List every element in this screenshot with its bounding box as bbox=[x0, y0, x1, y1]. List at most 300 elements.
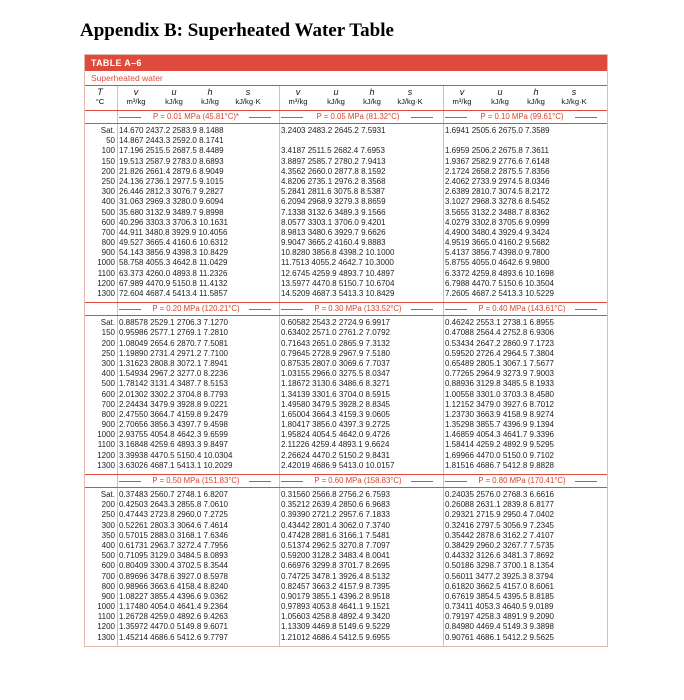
header-h-block-3 bbox=[519, 88, 553, 106]
superheated-water-table bbox=[84, 54, 608, 647]
header-s-block-2 bbox=[391, 88, 429, 106]
property-values-cell: 3.5655 3132.2 3488.7 8.8362 bbox=[445, 207, 550, 217]
property-values-cell: 1.54934 2967.2 3277.0 8.2236 bbox=[119, 369, 228, 379]
temperature-cell: 400 bbox=[101, 369, 115, 379]
table-row bbox=[85, 531, 607, 541]
property-values-cell: 0.67619 3854.5 4395.5 8.8185 bbox=[445, 591, 554, 601]
table-row bbox=[85, 349, 607, 359]
table-row bbox=[85, 258, 607, 268]
table-row bbox=[85, 551, 607, 561]
pressure-section bbox=[85, 111, 607, 303]
property-values-cell: 0.84980 4469.4 5149.3 9.3898 bbox=[445, 622, 554, 632]
table-row bbox=[85, 136, 607, 146]
temperature-cell: 700 bbox=[101, 227, 115, 237]
header-h-symbol: h bbox=[369, 87, 375, 97]
table-row bbox=[85, 500, 607, 510]
header-u-unit: kJ/kg bbox=[165, 97, 183, 106]
temperature-cell: 1300 bbox=[97, 632, 115, 642]
table-row bbox=[85, 410, 607, 420]
property-values-cell: 1.23730 3663.9 4158.9 8.9274 bbox=[445, 409, 554, 419]
property-values-cell: 14.867 2443.3 2592.0 8.1741 bbox=[119, 136, 224, 146]
header-s-unit: kJ/kg·K bbox=[561, 97, 587, 106]
table-row bbox=[85, 328, 607, 338]
header-h-block-2 bbox=[355, 88, 389, 106]
table-body bbox=[85, 111, 607, 646]
property-values-cell: 0.90179 3855.1 4396.2 8.9518 bbox=[281, 591, 390, 601]
property-values-cell: 2.6389 2810.7 3074.5 8.2172 bbox=[445, 187, 550, 197]
temperature-cell: Sat. bbox=[100, 126, 115, 135]
property-values-cell: 0.53434 2647.2 2860.9 7.1723 bbox=[445, 338, 554, 348]
property-values-cell: 0.56011 3477.2 3925.3 8.3794 bbox=[445, 571, 554, 581]
property-values-cell: 4.4900 3480.4 3929.4 9.3424 bbox=[445, 227, 550, 237]
column-divider bbox=[117, 475, 118, 487]
property-values-cell: 0.52261 2803.3 3064.6 7.4614 bbox=[119, 520, 228, 530]
column-divider bbox=[279, 303, 280, 315]
property-values-cell: 1.21012 4686.4 5412.5 9.6955 bbox=[281, 632, 390, 642]
property-values-cell: 72.604 4687.4 5413.4 11.5857 bbox=[119, 289, 228, 298]
table-row bbox=[85, 440, 607, 450]
property-values-cell: 0.80409 3300.4 3702.5 8.3544 bbox=[119, 561, 228, 571]
pressure-section bbox=[85, 475, 607, 646]
header-v-block-1 bbox=[117, 88, 155, 106]
temperature-cell: 1200 bbox=[97, 278, 115, 288]
table-row bbox=[85, 521, 607, 531]
column-header-row bbox=[85, 86, 607, 111]
property-values-cell: 0.73411 4053.3 4640.5 9.0189 bbox=[445, 602, 554, 612]
temperature-cell: 200 bbox=[101, 338, 115, 348]
property-values-cell: 0.26088 2631.1 2839.8 6.8177 bbox=[445, 500, 554, 510]
pressure-header-row bbox=[85, 475, 607, 488]
table-row bbox=[85, 248, 607, 258]
property-values-cell: 0.59200 3128.2 3483.4 8.0041 bbox=[281, 551, 390, 561]
header-h-unit: kJ/kg bbox=[201, 97, 219, 106]
property-values-cell: 7.1338 3132.6 3489.3 9.1566 bbox=[281, 207, 386, 217]
property-values-cell: 0.24035 2576.0 2768.3 6.6616 bbox=[445, 490, 554, 499]
column-divider bbox=[117, 124, 118, 302]
header-h-block-1 bbox=[193, 88, 227, 106]
property-values-cell: 0.77265 2964.9 3273.9 7.9003 bbox=[445, 369, 554, 379]
pressure-label: P = 0.50 MPa (151.83°C) bbox=[152, 476, 240, 485]
property-values-cell: 0.46242 2553.1 2738.1 6.8955 bbox=[445, 318, 554, 328]
temperature-cell: 250 bbox=[101, 176, 115, 186]
header-v-unit: m³/kg bbox=[126, 97, 146, 106]
temperature-cell: 1100 bbox=[97, 612, 115, 622]
temperature-cell: 800 bbox=[101, 581, 115, 591]
property-values-cell: 0.79197 4258.3 4891.9 9.2090 bbox=[445, 612, 554, 622]
property-values-cell: 24.136 2736.1 2977.5 9.1015 bbox=[119, 176, 224, 186]
property-values-cell: 5.4137 3856.7 4398.0 9.7800 bbox=[445, 248, 550, 258]
pressure-label: P = 0.80 MPa (170.41°C) bbox=[478, 476, 566, 485]
table-row bbox=[85, 279, 607, 289]
temperature-cell: 800 bbox=[101, 409, 115, 419]
column-divider bbox=[117, 86, 118, 110]
table-row bbox=[85, 318, 607, 328]
temperature-cell: 600 bbox=[101, 389, 115, 399]
temperature-cell: 300 bbox=[101, 520, 115, 530]
temperature-cell: 400 bbox=[101, 197, 115, 207]
table-row bbox=[85, 289, 607, 299]
table-row bbox=[85, 572, 607, 582]
property-values-cell: 0.47088 2564.4 2752.8 6.9306 bbox=[445, 328, 554, 338]
property-values-cell: 1.95824 4054.5 4642.0 9.4726 bbox=[281, 430, 390, 440]
column-divider bbox=[279, 488, 280, 646]
table-row bbox=[85, 510, 607, 520]
property-values-cell: 0.98966 3663.6 4158.4 8.8240 bbox=[119, 581, 228, 591]
property-values-cell: 3.1027 2968.3 3278.6 8.5452 bbox=[445, 197, 550, 207]
temperature-cell: 600 bbox=[101, 561, 115, 571]
header-u-symbol: u bbox=[497, 87, 503, 97]
table-row bbox=[85, 167, 607, 177]
temperature-cell: 300 bbox=[101, 358, 115, 368]
table-row bbox=[85, 197, 607, 207]
property-values-cell: 2.11226 4259.4 4893.1 9.6624 bbox=[281, 440, 390, 450]
property-values-cell: 0.71643 2651.0 2865.9 7.3132 bbox=[281, 338, 390, 348]
temperature-cell: 900 bbox=[101, 420, 115, 430]
property-values-cell: 63.373 4260.0 4893.8 11.2326 bbox=[119, 268, 228, 278]
property-values-cell: 0.66976 3299.8 3701.7 8.2695 bbox=[281, 561, 390, 571]
property-values-cell: 2.70656 3856.3 4397.7 9.4598 bbox=[119, 420, 228, 430]
temperature-cell: 700 bbox=[101, 571, 115, 581]
header-h-symbol: h bbox=[533, 87, 539, 97]
property-values-cell: 31.063 2969.3 3280.0 9.6094 bbox=[119, 197, 224, 207]
property-values-cell: 0.50186 3298.7 3700.1 8.1354 bbox=[445, 561, 554, 571]
column-divider bbox=[279, 86, 280, 110]
table-row bbox=[85, 228, 607, 238]
property-values-cell: 1.46859 4054.3 4641.7 9.3396 bbox=[445, 430, 554, 440]
property-values-cell: 1.65004 3664.3 4159.3 9.0605 bbox=[281, 409, 390, 419]
property-values-cell: 0.59520 2726.4 2964.5 7.3804 bbox=[445, 348, 554, 358]
temperature-cell: 1000 bbox=[97, 430, 115, 440]
property-values-cell: 1.49580 3479.5 3928.2 8.8345 bbox=[281, 399, 390, 409]
temperature-cell: 900 bbox=[101, 248, 115, 258]
table-row bbox=[85, 157, 607, 167]
property-values-cell: 1.78142 3131.4 3487.7 8.5153 bbox=[119, 379, 228, 389]
property-values-cell: 0.35212 2639.4 2850.6 6.9683 bbox=[281, 500, 390, 510]
property-values-cell: 1.08049 2654.6 2870.7 7.5081 bbox=[119, 338, 228, 348]
property-values-cell: 9.9047 3665.2 4160.4 9.8883 bbox=[281, 238, 386, 248]
property-values-cell: 1.08227 3855.4 4396.6 9.0362 bbox=[119, 591, 228, 601]
property-values-cell: 0.60582 2543.2 2724.9 6.9917 bbox=[281, 318, 390, 328]
header-v-unit: m³/kg bbox=[452, 97, 472, 106]
property-values-cell: 54.143 3856.9 4398.3 10.8429 bbox=[119, 248, 228, 258]
temperature-cell: 600 bbox=[101, 217, 115, 227]
temperature-cell: 200 bbox=[101, 500, 115, 510]
property-values-cell: 2.01302 3302.2 3704.8 8.7793 bbox=[119, 389, 228, 399]
property-values-cell: 12.6745 4259.9 4893.7 10.4897 bbox=[281, 268, 395, 278]
property-values-cell: 0.42503 2643.3 2855.8 7.0610 bbox=[119, 500, 228, 510]
temperature-cell: 100 bbox=[101, 146, 115, 156]
property-values-cell: 14.5209 4687.3 5413.3 10.8429 bbox=[281, 289, 395, 298]
property-values-cell: 2.4062 2733.9 2974.5 8.0346 bbox=[445, 176, 550, 186]
property-values-cell: 0.88936 3129.8 3485.5 8.1933 bbox=[445, 379, 554, 389]
property-values-cell: 0.43442 2801.4 3062.0 7.3740 bbox=[281, 520, 390, 530]
table-row bbox=[85, 622, 607, 632]
property-values-cell: 8.0577 3303.1 3706.0 9.4201 bbox=[281, 217, 386, 227]
table-row bbox=[85, 238, 607, 248]
table-row bbox=[85, 177, 607, 187]
temperature-cell: 1100 bbox=[97, 440, 115, 450]
table-row bbox=[85, 379, 607, 389]
property-values-cell: 5.2841 2811.6 3075.8 8.5387 bbox=[281, 187, 385, 197]
header-u-block-2 bbox=[319, 88, 353, 106]
page-title: Appendix B: Superheated Water Table bbox=[80, 20, 394, 41]
property-values-cell: 40.296 3303.3 3706.3 10.1631 bbox=[119, 217, 228, 227]
pressure-header-row bbox=[85, 111, 607, 124]
property-values-cell: 2.1724 2658.2 2875.5 7.8356 bbox=[445, 166, 550, 176]
property-values-cell: 44.911 3480.8 3929.9 10.4056 bbox=[119, 227, 228, 237]
header-u-unit: kJ/kg bbox=[327, 97, 345, 106]
pressure-label: P = 0.60 MPa (158.83°C) bbox=[314, 476, 402, 485]
header-u-block-3 bbox=[483, 88, 517, 106]
pressure-label: P = 0.40 MPa (143.61°C) bbox=[478, 304, 566, 314]
property-values-cell: 0.63402 2571.0 2761.2 7.0792 bbox=[281, 328, 390, 338]
table-row bbox=[85, 218, 607, 228]
property-values-cell: 4.9519 3665.0 4160.2 9.5682 bbox=[445, 238, 550, 248]
header-h-unit: kJ/kg bbox=[363, 97, 381, 106]
header-s-symbol: s bbox=[245, 87, 251, 97]
property-values-cell: 58.758 4055.3 4642.8 11.0429 bbox=[119, 258, 228, 268]
header-v-block-3 bbox=[443, 88, 481, 106]
property-values-cell: 0.44332 3126.6 3481.3 7.8692 bbox=[445, 551, 554, 561]
property-values-cell: 10.8280 3856.8 4398.2 10.1000 bbox=[281, 248, 395, 258]
property-values-cell: 0.71095 3129.0 3484.5 8.0893 bbox=[119, 551, 228, 561]
temperature-cell: 350 bbox=[101, 530, 115, 540]
property-values-cell: 1.18672 3130.6 3486.6 8.3271 bbox=[281, 379, 390, 389]
property-values-cell: 14.670 2437.2 2583.9 8.1488 bbox=[119, 126, 224, 135]
property-values-cell: 0.89696 3478.6 3927.0 8.5978 bbox=[119, 571, 228, 581]
pressure-label: P = 0.30 MPa (133.52°C) bbox=[314, 304, 402, 314]
property-values-cell: 21.826 2661.4 2879.6 8.9049 bbox=[119, 166, 224, 176]
property-values-cell: 1.03155 2966.0 3275.5 8.0347 bbox=[281, 369, 390, 379]
property-values-cell: 0.88578 2529.1 2706.3 7.1270 bbox=[119, 318, 228, 328]
property-values-cell: 19.513 2587.9 2783.0 8.6893 bbox=[119, 156, 224, 166]
table-row bbox=[85, 187, 607, 197]
header-h-symbol: h bbox=[207, 87, 213, 97]
property-values-cell: 3.8897 2585.7 2780.2 7.9413 bbox=[281, 156, 386, 166]
property-values-cell: 1.35972 4470.0 5149.8 9.6071 bbox=[119, 622, 228, 632]
property-values-cell: 0.61731 2963.7 3272.4 7.7956 bbox=[119, 540, 228, 550]
property-values-cell: 1.81516 4686.7 5412.8 9.8828 bbox=[445, 460, 554, 470]
table-row bbox=[85, 359, 607, 369]
property-values-cell: 0.38429 2960.2 3267.7 7.5735 bbox=[445, 540, 554, 550]
header-t-symbol: T bbox=[97, 87, 103, 97]
property-values-cell: 1.6959 2506.2 2675.8 7.3611 bbox=[445, 146, 549, 156]
header-s-block-3 bbox=[555, 88, 593, 106]
property-values-cell: 6.7988 4470.7 5150.6 10.3504 bbox=[445, 278, 554, 288]
header-v-block-2 bbox=[279, 88, 317, 106]
property-values-cell: 1.26728 4259.0 4892.6 9.4263 bbox=[119, 612, 228, 622]
property-values-cell: 1.13309 4469.8 5149.6 9.5229 bbox=[281, 622, 390, 632]
temperature-cell: 500 bbox=[101, 379, 115, 389]
table-row bbox=[85, 451, 607, 461]
column-divider bbox=[443, 488, 444, 646]
property-values-cell: 3.39938 4470.5 5150.4 10.0304 bbox=[119, 450, 233, 460]
temperature-cell: 1300 bbox=[97, 460, 115, 470]
property-values-cell: 1.6941 2505.6 2675.0 7.3589 bbox=[445, 126, 550, 135]
property-values-cell: 0.37483 2560.7 2748.1 6.8207 bbox=[119, 490, 228, 499]
property-values-cell: 3.16848 4259.6 4893.3 9.8497 bbox=[119, 440, 228, 450]
temperature-cell: 150 bbox=[101, 328, 115, 338]
column-divider bbox=[117, 488, 118, 646]
temperature-cell: 1000 bbox=[97, 258, 115, 268]
table-row bbox=[85, 430, 607, 440]
table-row bbox=[85, 420, 607, 430]
temperature-cell: 250 bbox=[101, 510, 115, 520]
column-divider bbox=[117, 111, 118, 123]
property-values-cell: 0.74725 3478.1 3926.4 8.5132 bbox=[281, 571, 390, 581]
temperature-cell: 250 bbox=[101, 348, 115, 358]
section-rows bbox=[85, 316, 607, 474]
header-s-symbol: s bbox=[407, 87, 413, 97]
section-rows bbox=[85, 488, 607, 646]
property-values-cell: 0.82457 3663.2 4157.9 8.7395 bbox=[281, 581, 390, 591]
column-divider bbox=[443, 316, 444, 474]
property-values-cell: 3.2403 2483.2 2645.2 7.5931 bbox=[281, 126, 386, 135]
temperature-cell: 800 bbox=[101, 238, 115, 248]
header-temperature bbox=[87, 88, 113, 106]
property-values-cell: 2.42019 4686.9 5413.0 10.0157 bbox=[281, 460, 395, 470]
temperature-cell: 1000 bbox=[97, 602, 115, 612]
property-values-cell: 35.680 3132.9 3489.7 9.8998 bbox=[119, 207, 224, 217]
property-values-cell: 0.39390 2721.2 2957.6 7.1833 bbox=[281, 510, 390, 520]
header-u-symbol: u bbox=[171, 87, 177, 97]
section-rows bbox=[85, 124, 607, 302]
property-values-cell: 1.34139 3301.6 3704.0 8.5915 bbox=[281, 389, 390, 399]
table-subtitle: Superheated water bbox=[85, 71, 607, 86]
column-divider bbox=[117, 303, 118, 315]
header-v-symbol: v bbox=[459, 87, 465, 97]
column-divider bbox=[443, 475, 444, 487]
property-values-cell: 0.90761 4686.1 5412.2 9.5625 bbox=[445, 632, 554, 642]
temperature-cell: 1200 bbox=[97, 450, 115, 460]
pressure-label: P = 0.10 MPa (99.61°C) bbox=[480, 112, 564, 121]
property-values-cell: 67.989 4470.9 5150.8 11.4132 bbox=[119, 278, 228, 288]
property-values-cell: 26.446 2812.3 3076.7 9.2827 bbox=[119, 187, 224, 197]
property-values-cell: 17.196 2515.5 2687.5 8.4489 bbox=[119, 146, 224, 156]
property-values-cell: 0.31560 2566.8 2756.2 6.7593 bbox=[281, 490, 390, 499]
temperature-cell: 500 bbox=[101, 207, 115, 217]
column-divider bbox=[443, 111, 444, 123]
column-divider bbox=[279, 316, 280, 474]
table-row bbox=[85, 126, 607, 136]
table-row bbox=[85, 633, 607, 643]
temperature-cell: 1300 bbox=[97, 289, 115, 298]
property-values-cell: 49.527 3665.4 4160.6 10.6312 bbox=[119, 238, 228, 248]
property-values-cell: 1.9367 2582.9 2776.6 7.6148 bbox=[445, 156, 550, 166]
temperature-cell: 700 bbox=[101, 399, 115, 409]
pressure-label: P = 0.20 MPa (120.21°C) bbox=[152, 304, 240, 314]
pressure-header-row bbox=[85, 303, 607, 316]
table-label: TABLE A–6 bbox=[85, 55, 607, 71]
property-values-cell: 0.47428 2881.6 3166.1 7.5481 bbox=[281, 530, 390, 540]
temperature-cell: 300 bbox=[101, 187, 115, 197]
table-row bbox=[85, 541, 607, 551]
column-divider bbox=[279, 475, 280, 487]
pressure-section bbox=[85, 303, 607, 475]
header-v-symbol: v bbox=[133, 87, 139, 97]
property-values-cell: 6.2094 2968.9 3279.3 8.8659 bbox=[281, 197, 386, 207]
header-s-symbol: s bbox=[571, 87, 577, 97]
table-row bbox=[85, 390, 607, 400]
property-values-cell: 0.87535 2807.0 3069.6 7.7037 bbox=[281, 358, 390, 368]
temperature-cell: 150 bbox=[101, 156, 115, 166]
property-values-cell: 2.47550 3664.7 4159.8 9.2479 bbox=[119, 409, 228, 419]
table-row bbox=[85, 400, 607, 410]
property-values-cell: 3.63026 4687.1 5413.1 10.2029 bbox=[119, 460, 233, 470]
property-values-cell: 11.7513 4055.2 4642.7 10.3000 bbox=[281, 258, 394, 268]
table-row bbox=[85, 582, 607, 592]
property-values-cell: 4.8206 2735.1 2976.2 8.3568 bbox=[281, 176, 386, 186]
property-values-cell: 1.80417 3856.0 4397.3 9.2725 bbox=[281, 420, 390, 430]
property-values-cell: 1.45214 4686.6 5412.6 9.7797 bbox=[119, 632, 228, 642]
header-u-unit: kJ/kg bbox=[491, 97, 509, 106]
header-s-unit: kJ/kg·K bbox=[397, 97, 423, 106]
table-row bbox=[85, 592, 607, 602]
property-values-cell: 1.69966 4470.0 5150.0 9.7102 bbox=[445, 450, 554, 460]
temperature-cell: 200 bbox=[101, 166, 115, 176]
property-values-cell: 0.32416 2797.5 3056.9 7.2345 bbox=[445, 520, 554, 530]
pressure-label: P = 0.01 MPa (45.81°C)* bbox=[153, 112, 239, 121]
property-values-cell: 1.58414 4259.2 4892.9 9.5295 bbox=[445, 440, 554, 450]
table-row bbox=[85, 612, 607, 622]
header-h-unit: kJ/kg bbox=[527, 97, 545, 106]
table-row bbox=[85, 269, 607, 279]
temperature-cell: 400 bbox=[101, 540, 115, 550]
property-values-cell: 0.65489 2805.1 3067.1 7.5677 bbox=[445, 358, 554, 368]
header-u-symbol: u bbox=[333, 87, 339, 97]
header-u-block-1 bbox=[157, 88, 191, 106]
property-values-cell: 0.51374 2962.5 3270.8 7.7097 bbox=[281, 540, 390, 550]
property-values-cell: 5.8755 4055.0 4642.6 9.9800 bbox=[445, 258, 550, 268]
temperature-cell: 1200 bbox=[97, 622, 115, 632]
property-values-cell: 0.97893 4053.8 4641.1 9.1521 bbox=[281, 602, 390, 612]
property-values-cell: 3.4187 2511.5 2682.4 7.6953 bbox=[281, 146, 385, 156]
property-values-cell: 4.3562 2660.0 2877.8 8.1592 bbox=[281, 166, 386, 176]
property-values-cell: 0.79645 2728.9 2967.9 7.5180 bbox=[281, 348, 390, 358]
header-t-unit: °C bbox=[95, 97, 105, 106]
table-row bbox=[85, 339, 607, 349]
header-s-block-1 bbox=[229, 88, 267, 106]
pressure-label: P = 0.05 MPa (81.32°C) bbox=[316, 112, 400, 121]
property-values-cell: 2.24434 3479.9 3928.8 9.0221 bbox=[119, 399, 228, 409]
property-values-cell: 6.3372 4259.8 4893.6 10.1698 bbox=[445, 268, 554, 278]
table-row bbox=[85, 602, 607, 612]
property-values-cell: 0.47443 2723.8 2960.0 7.2725 bbox=[119, 510, 228, 520]
property-values-cell: 0.35442 2878.6 3162.2 7.4107 bbox=[445, 530, 554, 540]
property-values-cell: 1.12152 3479.0 3927.6 8.7012 bbox=[445, 399, 554, 409]
temperature-cell: 1100 bbox=[97, 268, 115, 278]
temperature-cell: Sat. bbox=[100, 490, 115, 499]
property-values-cell: 2.26624 4470.2 5150.2 9.8431 bbox=[281, 450, 390, 460]
table-row bbox=[85, 208, 607, 218]
property-values-cell: 0.29321 2715.9 2950.4 7.0402 bbox=[445, 510, 554, 520]
property-values-cell: 0.61820 3662.5 4157.0 8.6061 bbox=[445, 581, 554, 591]
column-divider bbox=[443, 124, 444, 302]
property-values-cell: 1.35298 3855.7 4396.9 9.1394 bbox=[445, 420, 554, 430]
table-row bbox=[85, 490, 607, 500]
header-s-unit: kJ/kg·K bbox=[235, 97, 261, 106]
temperature-cell: 900 bbox=[101, 591, 115, 601]
property-values-cell: 4.0279 3302.8 3705.6 9.0999 bbox=[445, 217, 550, 227]
column-divider bbox=[279, 111, 280, 123]
property-values-cell: 1.05603 4258.8 4892.4 9.3420 bbox=[281, 612, 390, 622]
temperature-cell: 500 bbox=[101, 551, 115, 561]
property-values-cell: 1.31623 2808.8 3072.1 7.8941 bbox=[119, 358, 228, 368]
temperature-cell: Sat. bbox=[100, 318, 115, 328]
column-divider bbox=[443, 86, 444, 110]
property-values-cell: 13.5977 4470.8 5150.7 10.6704 bbox=[281, 278, 395, 288]
table-row bbox=[85, 461, 607, 471]
